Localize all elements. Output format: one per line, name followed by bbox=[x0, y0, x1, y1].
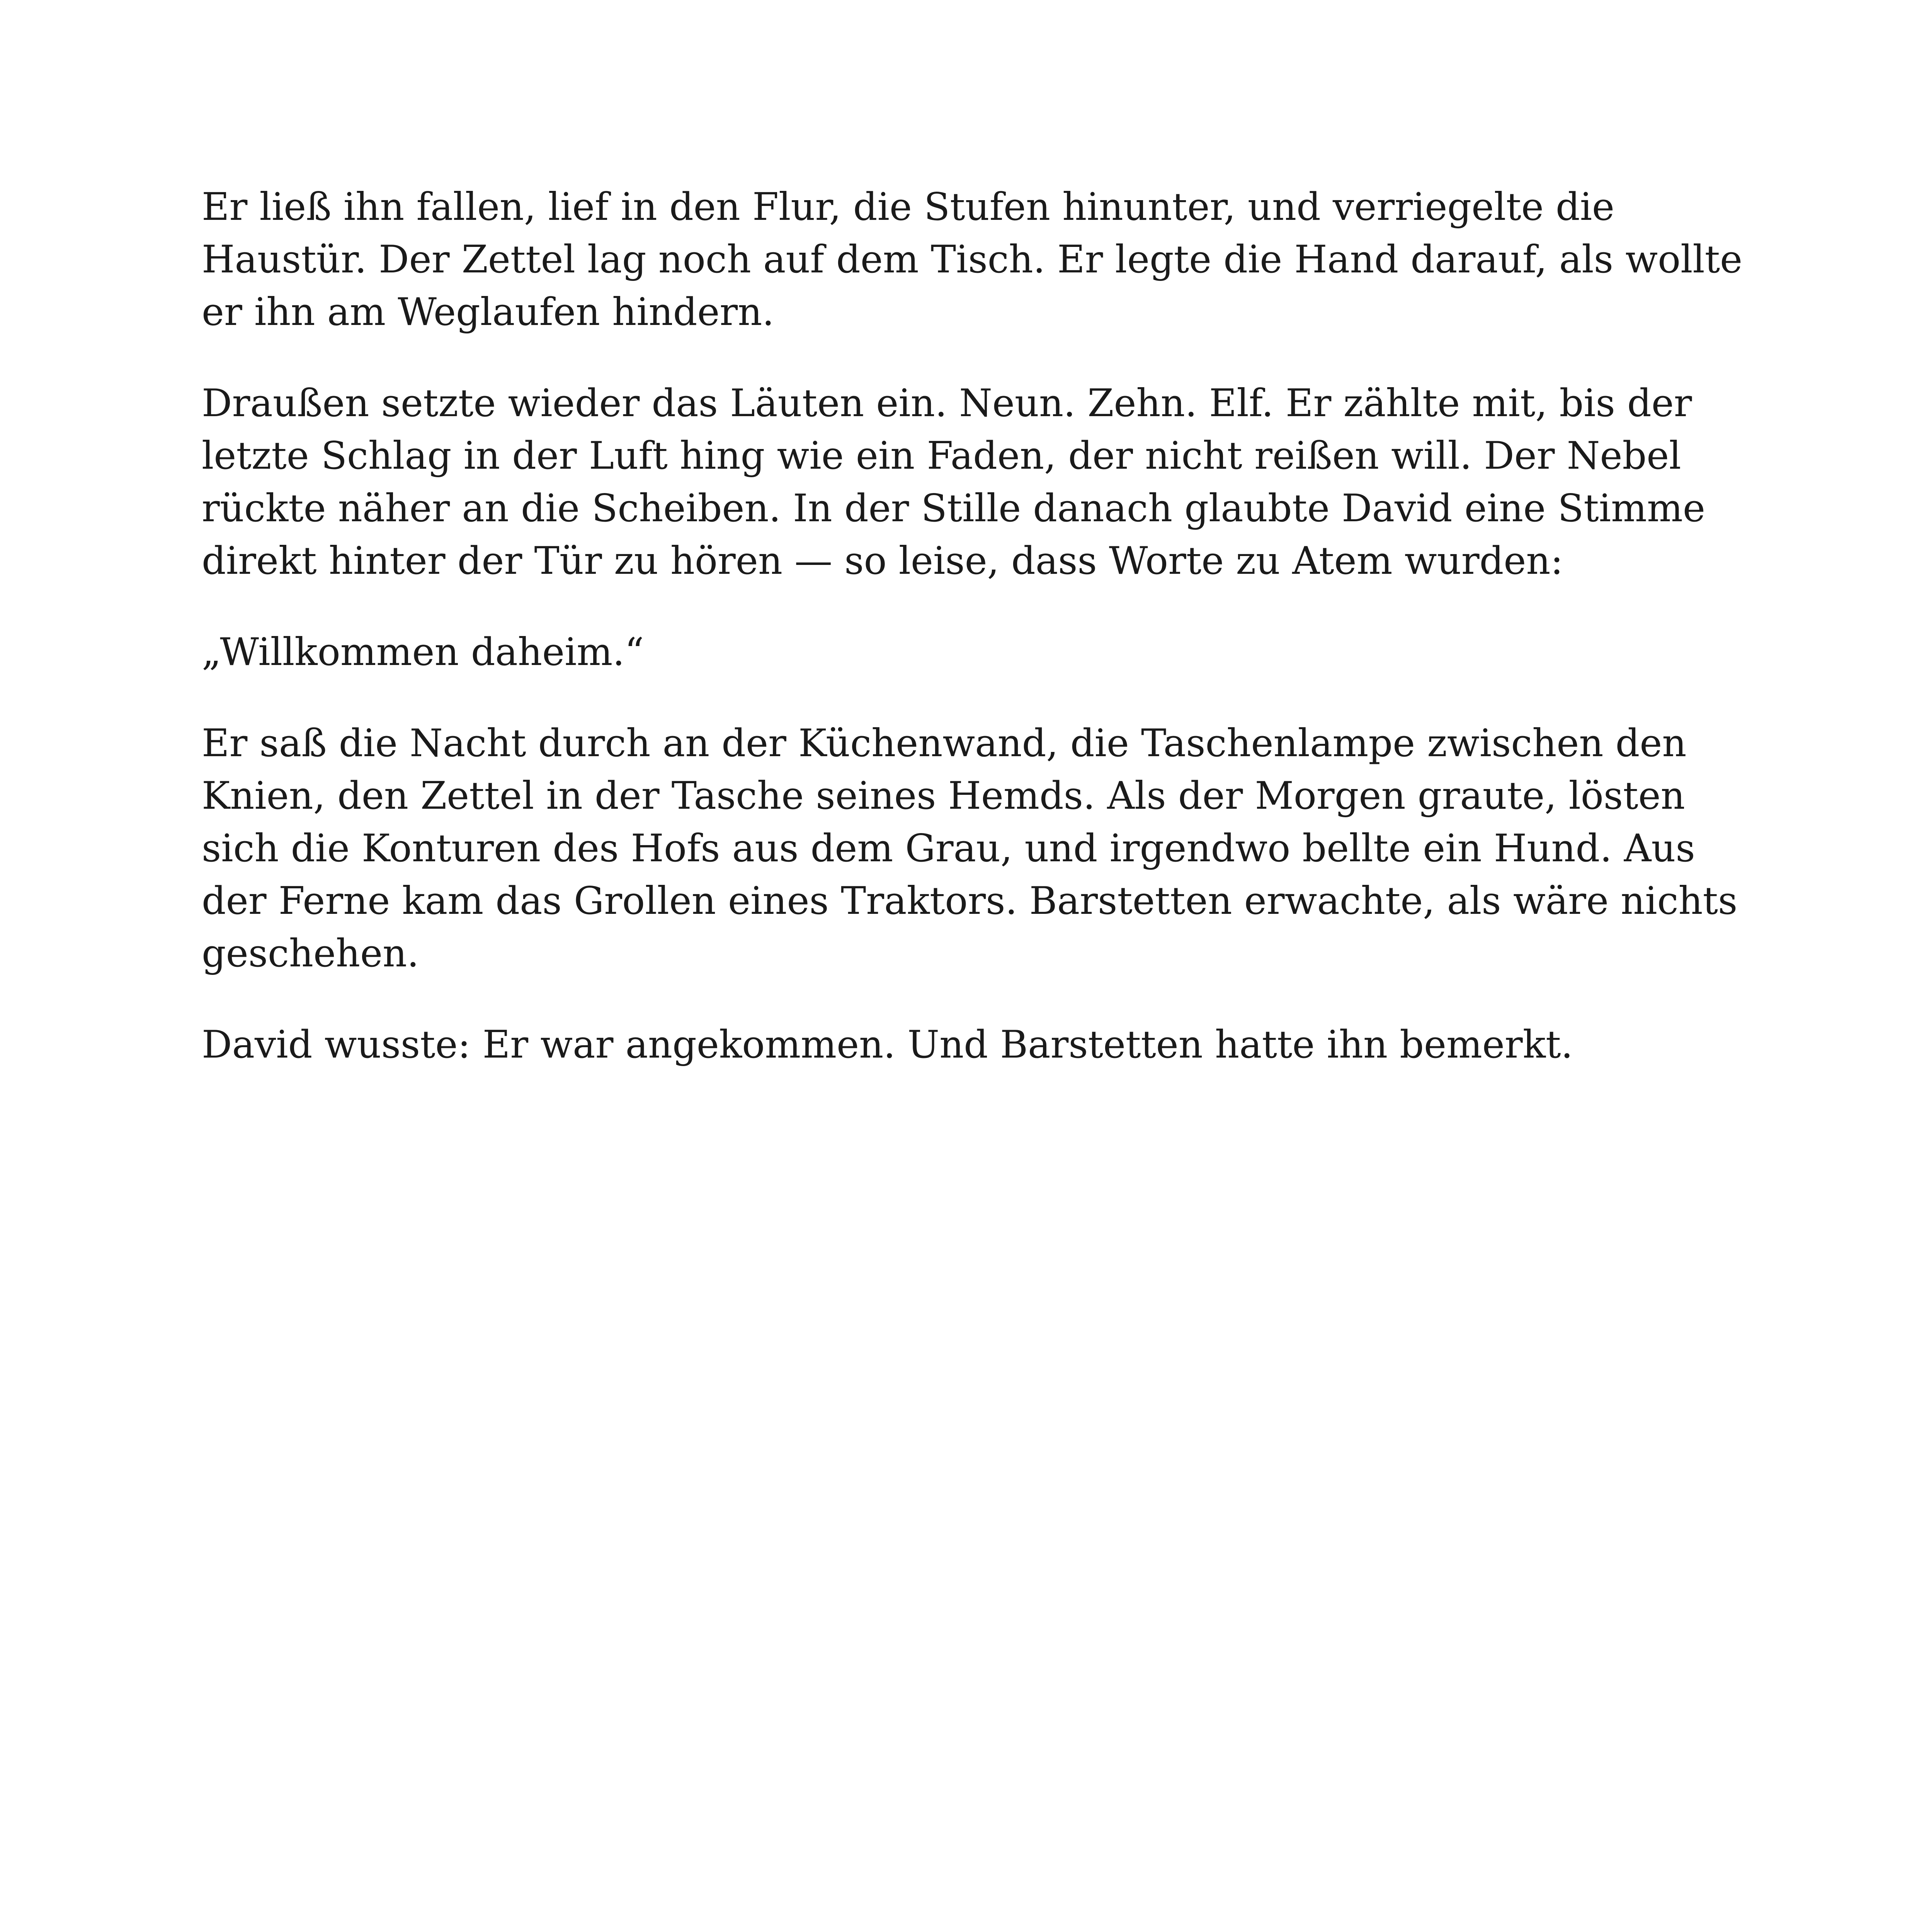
paragraph: Er saß die Nacht durch an der Küchenwand, die Taschenlampe zwischen den Knien, den Zettel in der Tasche seines Hemds. Als der Morgen graute, lösten sich die Konturen des Hofs aus dem Grau, und irgendwo bellte ein Hund. Aus der Ferne kam das Grollen eines Traktors. Barstetten erwachte, als wäre nichts geschehen. bbox=[202, 721, 1738, 976]
paragraph: David wusste: Er war angekommen. Und Barstetten hatte ihn bemerkt. bbox=[202, 1023, 1573, 1067]
paragraph: „Willkommen daheim.“ bbox=[202, 630, 644, 674]
paragraph: Draußen setzte wieder das Läuten ein. Neun. Zehn. Elf. Er zählte mit, bis der letzte Schlag in der Luft hing wie ein Faden, der nicht reißen will. Der Nebel rückte näher an die Scheiben. In der Stille danach glaubte David eine Stimme direkt hinter der Tür zu hören — so leise, dass Worte zu Atem wurden: bbox=[202, 381, 1706, 583]
paragraph: Er ließ ihn fallen, lief in den Flur, die Stufen hinunter, und verriegelte die Haustür. Der Zettel lag noch auf dem Tisch. Er legte die Hand darauf, als wollte er ihn am Weglaufen hindern. bbox=[202, 185, 1743, 334]
body-text bbox=[202, 181, 1744, 1110]
